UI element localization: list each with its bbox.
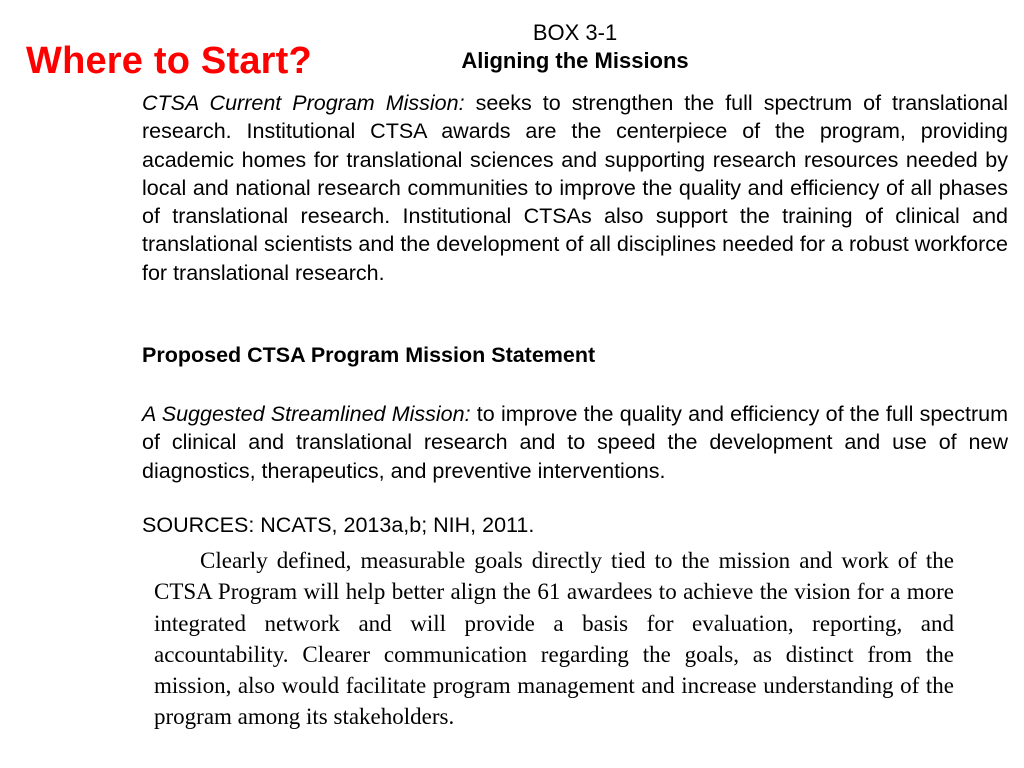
box-label: BOX 3-1 (532, 20, 618, 45)
current-mission-paragraph (142, 89, 1008, 287)
suggested-mission-paragraph (142, 400, 1008, 485)
sources-line: SOURCES: NCATS, 2013a,b; NIH, 2011. (142, 513, 535, 537)
suggested-mission-lead: A Suggested Streamlined Mission: (142, 402, 471, 426)
current-mission-text: seeks to strengthen the full spectrum of translational research. Institutional CTSA awards are the centerpiece of the program, providing academic homes for translational sciences and supporting research resources needed by local and national research communities to improve the quality and efficiency of all phases of translational research. Institutional CTSAs also support the training of clinical and translational scientists and the development of all disciplines needed for a robust workforce for translational research. (142, 91, 1008, 285)
slide-title: Where to Start? (26, 40, 312, 82)
body-paragraph: Clearly defined, measurable goals directly tied to the mission and work of the CTSA Program will help better align the 61 awardees to achieve the vision for a more integrated network and will provide a basis for evaluation, reporting, and accountability. Clearer communication regarding the goals, as distinct from the mission, also would facilitate program management and increase understanding of the program among its stakeholders. (154, 548, 954, 730)
proposed-mission-heading: Proposed CTSA Program Mission Statement (142, 343, 596, 367)
current-mission-lead: CTSA Current Program Mission: (142, 91, 465, 115)
suggested-mission-text: to improve the quality and efficiency of the full spectrum of clinical and translational research and to speed the development and use of new diagnostics, therapeutics, and preventive interventions. (142, 402, 1008, 483)
box-title: Aligning the Missions (461, 48, 689, 73)
